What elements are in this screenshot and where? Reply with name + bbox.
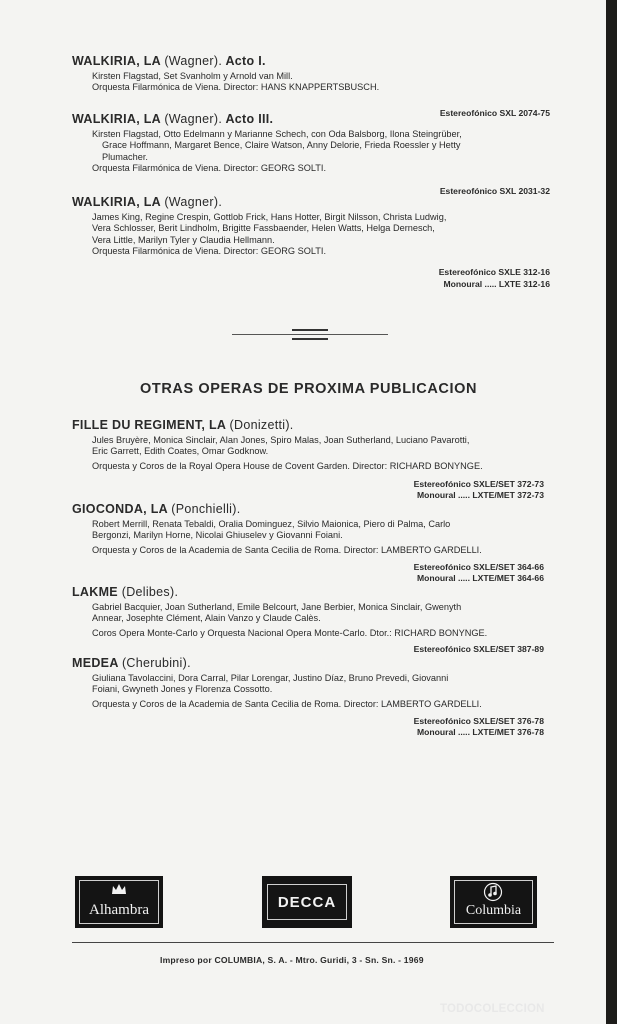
opera-entry (72, 502, 552, 556)
cast-line: Grace Hoffmann, Margaret Bence, Claire Watson, Anny Delorie, Frieda Roessler y Hetty (102, 140, 461, 151)
opera-entry (72, 656, 552, 710)
cast-line: Kirsten Flagstad, Otto Edelmann y Marianne Schech, con Oda Balsborg, Ilona Steingrüber, (92, 129, 462, 139)
footer-divider (72, 942, 554, 943)
catalog-number: Estereofónico SXL 2074-75 (439, 108, 550, 118)
cast-line: Plumacher. (102, 151, 148, 162)
crown-icon (110, 882, 128, 896)
opera-entry (72, 418, 552, 472)
catalog-number: Estereofónico SXLE 312-16 (438, 267, 550, 277)
entry-title: MEDEA (Cherubini). (72, 656, 191, 670)
orchestra-line: Coros Opera Monte-Carlo y Orquesta Nacional Opera Monte-Carlo. Dtor.: RICHARD BONYNGE. (92, 627, 488, 638)
alhambra-logo: Alhambra (75, 876, 163, 928)
catalog-number: Estereofónico SXL 2031-32 (439, 186, 550, 196)
cast-line: Giuliana Tavolaccini, Dora Carral, Pilar Lorengar, Justino Díaz, Bruno Prevedi, Giovanni (92, 673, 449, 683)
opera-entry (72, 585, 552, 639)
section-heading: OTRAS OPERAS DE PROXIMA PUBLICACION (140, 381, 478, 397)
entry-title: WALKIRIA, LA (Wagner). (72, 195, 223, 209)
catalog-number: Estereofónico SXLE/SET 364-66 (413, 562, 544, 572)
catalog-number: Estereofónico SXLE/SET 387-89 (413, 644, 544, 654)
catalog-number: Monoural ..... LXTE/MET 372-73 (416, 490, 544, 500)
cast-line: Bergonzi, Marilyn Horne, Nicolai Ghiuselev y Giovanni Foiani. (92, 530, 343, 541)
printer-imprint: Impreso por COLUMBIA, S. A. - Mtro. Guridi, 3 - Sn. Sn. - 1969 (160, 955, 424, 965)
opera-entry (72, 54, 552, 94)
columbia-logo: Columbia (450, 876, 537, 928)
entry-title: WALKIRIA, LA (Wagner). Acto III. (72, 112, 274, 126)
cast-line: Kirsten Flagstad, Set Svanholm y Arnold van Mill. (92, 71, 293, 81)
cast-line: Gabriel Bacquier, Joan Sutherland, Emile Belcourt, Jane Berbier, Monica Sinclair, Gwenyth (92, 602, 462, 612)
cast-line: Robert Merrill, Renata Tebaldi, Oralia Dominguez, Silvio Maionica, Piero di Palma, Carlo (92, 519, 451, 529)
watermark: TODOCOLECCION (440, 1003, 545, 1015)
cast-line: Eric Garrett, Edith Coates, Omar Godknow. (92, 446, 269, 457)
music-note-icon (482, 882, 504, 902)
decca-logo: DECCA (262, 876, 352, 928)
catalog-number: Estereofónico SXLE/SET 376-78 (413, 716, 544, 726)
catalog-number: Estereofónico SXLE/SET 372-73 (413, 479, 544, 489)
orchestra-line: Orquesta y Coros de la Academia de Santa Cecilia de Roma. Director: LAMBERTO GARDELLI. (92, 698, 482, 709)
section-divider (232, 328, 388, 342)
entry-title: GIOCONDA, LA (Ponchielli). (72, 502, 241, 516)
catalog-number: Monoural ..... LXTE/MET 364-66 (416, 573, 544, 583)
cast-line: James King, Regine Crespin, Gottlob Frick, Hans Hotter, Birgit Nilsson, Christa Ludwig, (92, 212, 447, 222)
entry-title: WALKIRIA, LA (Wagner). Acto I. (72, 54, 266, 68)
entry-title: FILLE DU REGIMENT, LA (Donizetti). (72, 418, 294, 432)
cast-line: Vera Little, Marilyn Tyler y Claudia Hellmann. (92, 234, 275, 245)
cast-line: Foiani, Gwyneth Jones y Florenza Cossotto. (92, 684, 273, 695)
orchestra-line: Orquesta Filarmónica de Viena. Director: GEORG SOLTI. (92, 162, 327, 173)
orchestra-line: Orquesta y Coros de la Academia de Santa Cecilia de Roma. Director: LAMBERTO GARDELLI. (92, 544, 482, 555)
page-edge-shadow (606, 0, 617, 1024)
opera-entry (72, 195, 552, 257)
orchestra-line: Orquesta y Coros de la Royal Opera House de Covent Garden. Director: RICHARD BONYNGE. (92, 460, 483, 471)
cast-line: Annear, Josephte Clément, Alain Vanzo y Claude Calès. (92, 613, 321, 624)
cast-line: Jules Bruyère, Monica Sinclair, Alan Jones, Spiro Malas, Joan Sutherland, Luciano Pavarotti, (92, 435, 470, 445)
entry-title: LAKME (Delibes). (72, 585, 179, 599)
catalog-number: Monoural ..... LXTE 312-16 (443, 279, 550, 289)
orchestra-line: Orquesta Filarmónica de Viena. Director: GEORG SOLTI. (92, 245, 327, 256)
orchestra-line: Orquesta Filarmónica de Viena. Director: HANS KNAPPERTSBUSCH. (92, 82, 380, 93)
opera-entry (72, 112, 552, 174)
cast-line: Vera Schlosser, Berit Lindholm, Brigitte Fassbaender, Helen Watts, Helga Dernesch, (92, 223, 435, 234)
catalog-number: Monoural ..... LXTE/MET 376-78 (416, 727, 544, 737)
